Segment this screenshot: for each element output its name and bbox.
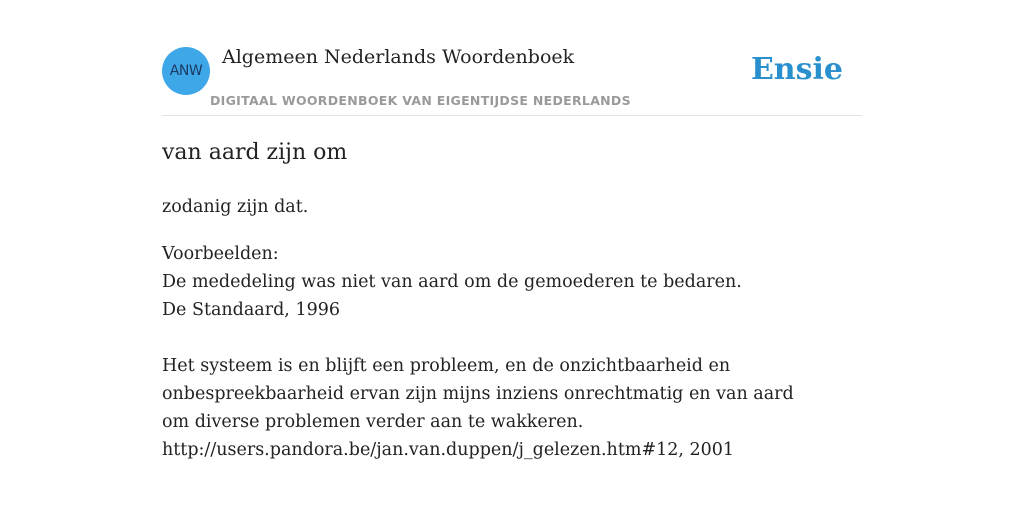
entry-definition: zodanig zijn dat.: [162, 197, 309, 217]
example-source: De Standaard, 1996: [162, 300, 340, 320]
example-text: De mededeling was niet van aard om de gemoederen te bedaren.: [162, 272, 742, 292]
entry-body: [162, 193, 822, 492]
header-divider: [162, 115, 862, 116]
entry-headword: van aard zijn om: [162, 140, 348, 165]
ensie-brand-link[interactable]: Ensie: [750, 52, 843, 87]
example-item: [162, 268, 822, 324]
example-item: [162, 352, 822, 464]
dictionary-title[interactable]: Algemeen Nederlands Woordenboek: [222, 46, 575, 68]
dictionary-subtitle: DIGITAAL WOORDENBOEK VAN EIGENTIJDSE NEDERLANDS: [210, 93, 631, 108]
examples-label: Voorbeelden:: [162, 244, 279, 264]
anw-logo-icon[interactable]: ANW: [162, 47, 210, 95]
example-source: http://users.pandora.be/jan.van.duppen/j_gelezen.htm#12, 2001: [162, 440, 735, 460]
example-text: Het systeem is en blijft een probleem, en de onzichtbaarheid en onbespreekbaarheid ervan zijn mijns inziens onrechtmatig en van aard om diverse problemen verder aan te wakkeren.: [162, 356, 794, 432]
